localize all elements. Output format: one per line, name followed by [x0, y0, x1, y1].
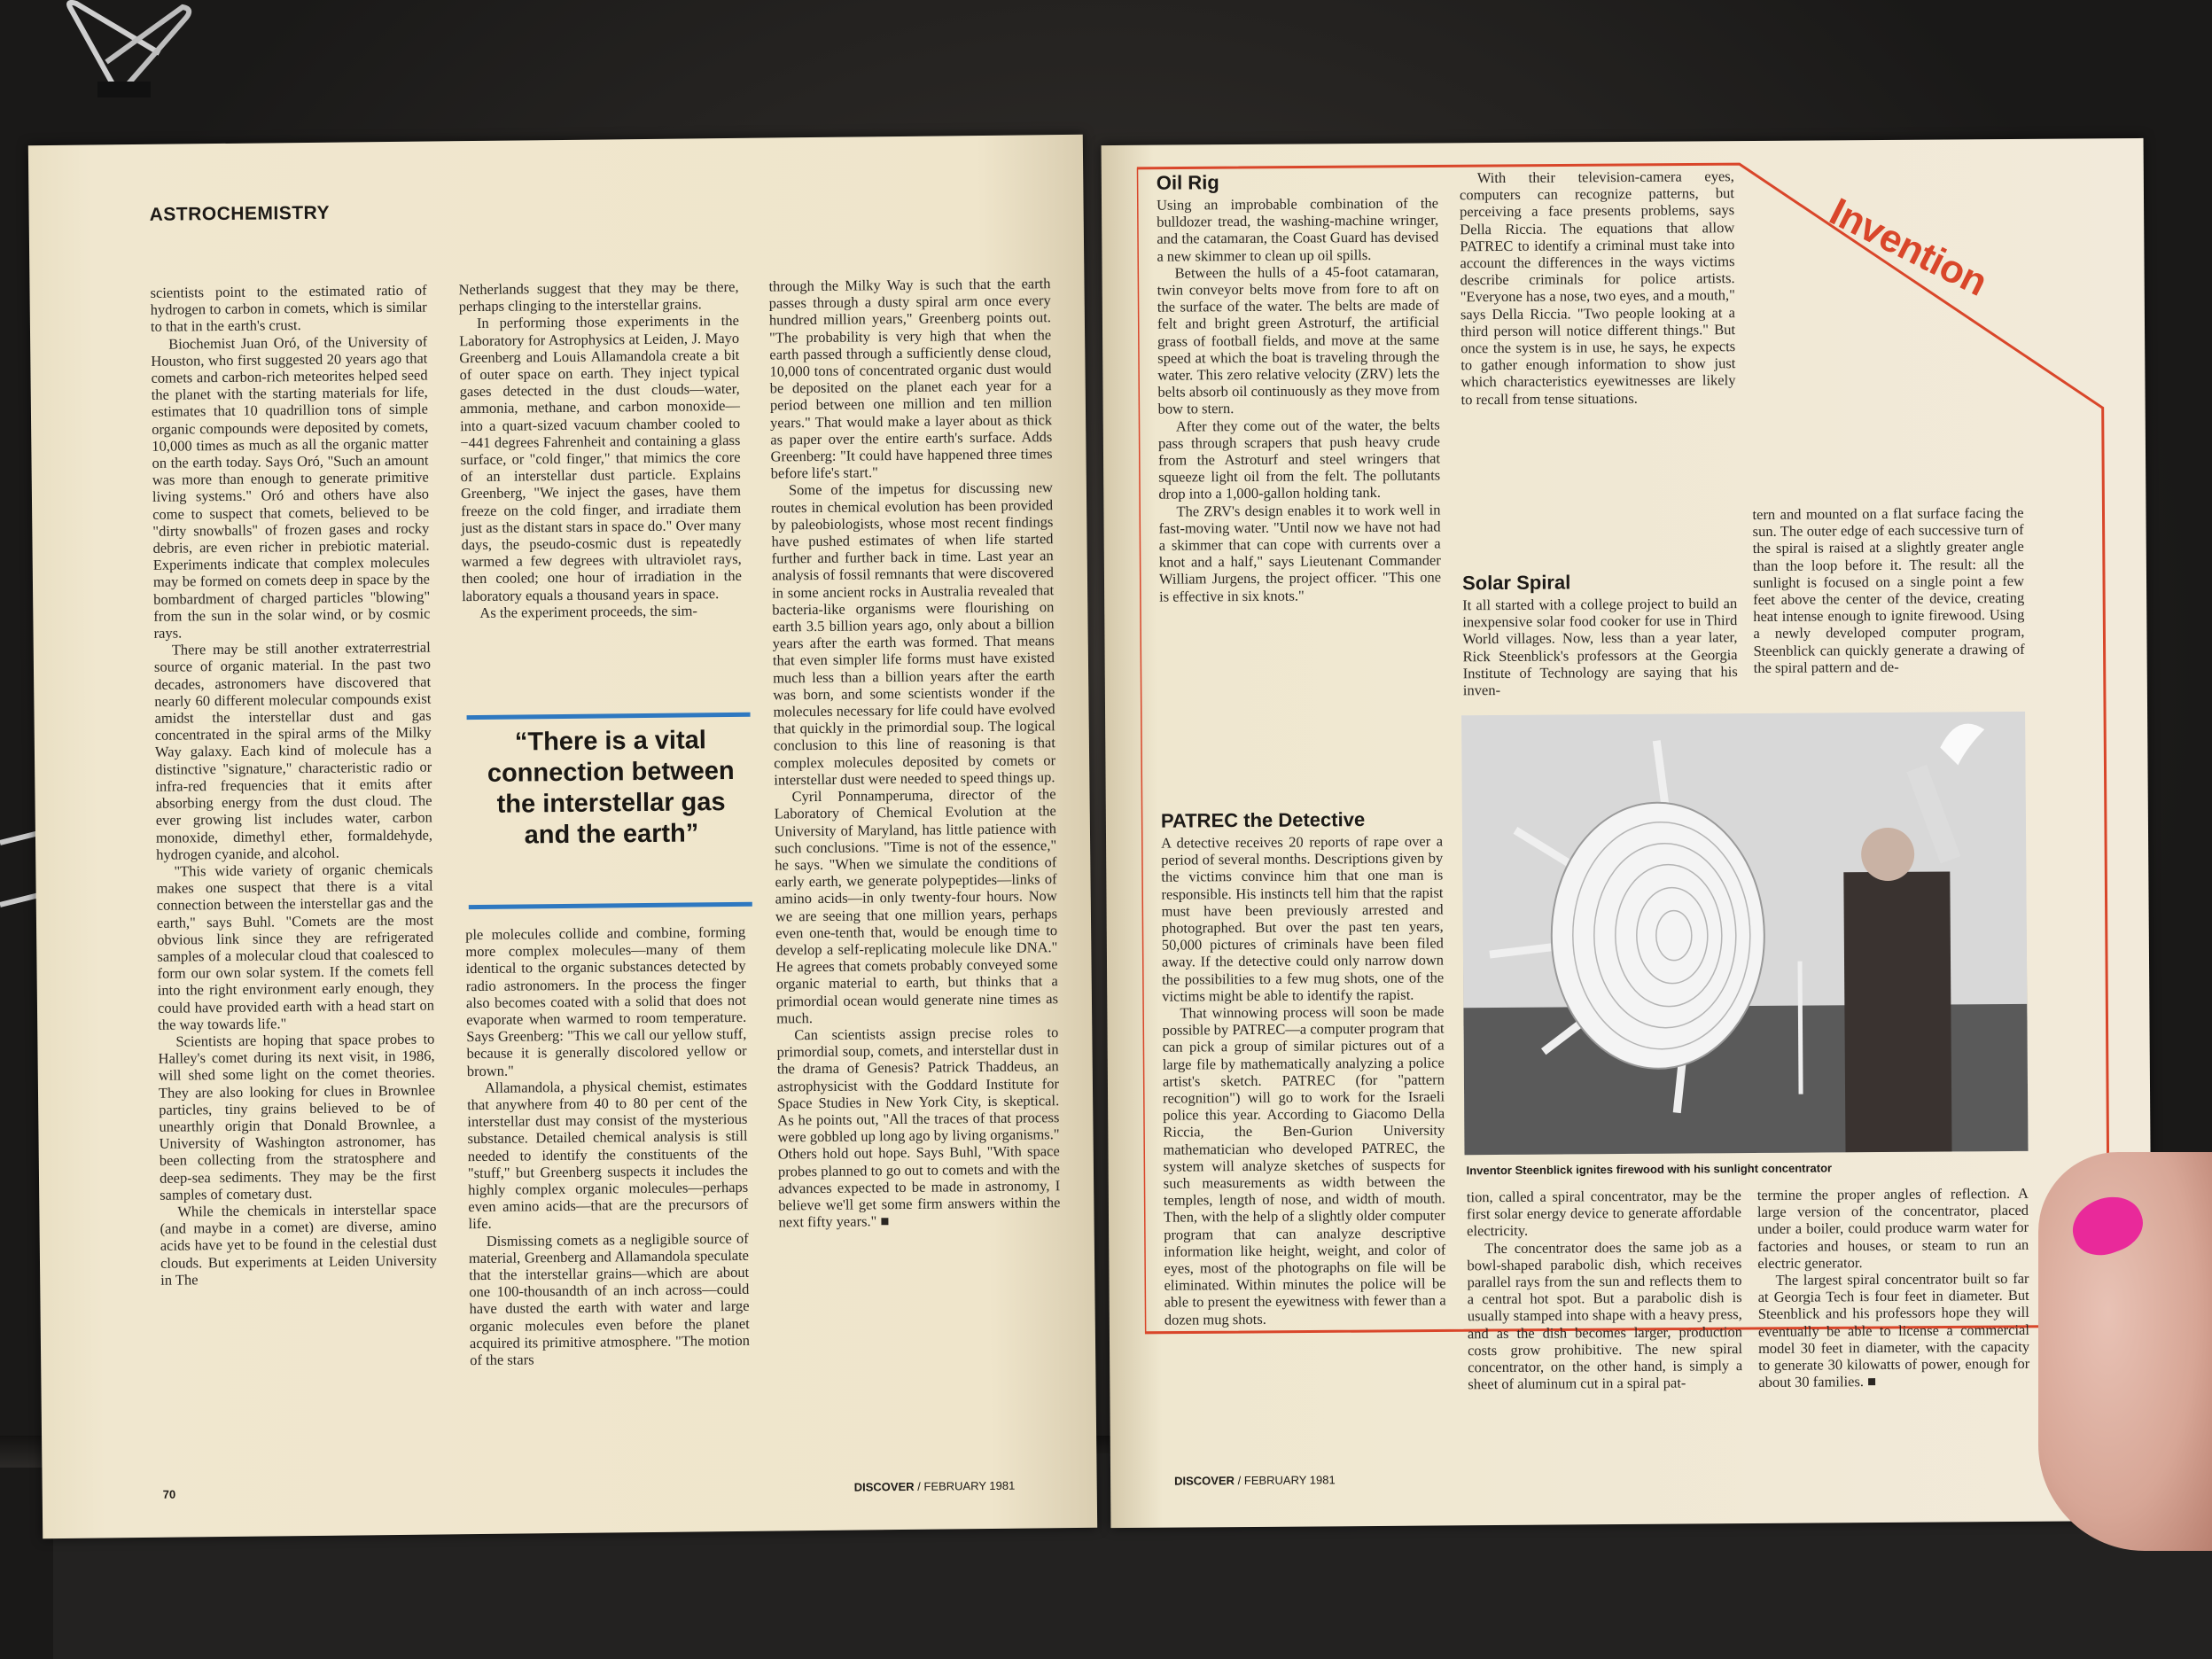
article-column-1 — [150, 282, 437, 1289]
patrec-continued — [1460, 167, 1736, 408]
oil-rig-heading: Oil Rig — [1156, 171, 1219, 194]
solar-spiral-heading: Solar Spiral — [1461, 571, 1571, 595]
paragraph: It all started with a college project to build an inexpensive solar food cooker for use in Third World villages. Now, less than a year later, Rick Steenblick's professors at the Georgia Institute of Technology are saying that his inven- — [1462, 595, 1738, 699]
pullquote-rule-bottom — [469, 902, 752, 909]
paragraph: The concentrator does the same job as a bowl-shaped parabolic dish, which receives parallel rays from the sun and reflects them to a central hot spot. But a parabolic dish is usually stamped into shape with a heavy press, and as the dish becomes larger, production costs grow prohibitive. The new spiral concentrator, on the other hand, is simply a sheet of aluminum cut in a spiral pat- — [1467, 1237, 1743, 1393]
pullquote-rule-top — [467, 713, 751, 720]
solar-spiral-text — [1462, 595, 1738, 698]
paragraph: As the experiment proceeds, the sim- — [479, 602, 698, 621]
paragraph: Can scientists assign precise roles to primordial soup, comets, and interstellar dust in the drama of Genesis? Patrick Thaddeus, an astrophysicist with the Goddard Institute for Space Studies in New York City, is skeptical. As he points out, "All the traces of that process were gobbled up long ago by living organisms." Others hold out hope. Says Buhl, "With space probes planned to go out to comets and with the advances expected to be made in astronomy, I believe we'll get some firm answers within the next fifty years." ■ — [776, 1024, 1061, 1231]
section-kicker: Invention — [1822, 190, 1994, 305]
folio-line — [1174, 1473, 1336, 1487]
magazine-name: DISCOVER — [1174, 1474, 1235, 1488]
paragraph: termine the proper angles of reflection. A large version of the concentrator, placed under a boiler, could produce warm water for factories and houses, or steam to run an electric generator. — [1756, 1184, 2029, 1272]
patrec-text — [1161, 832, 1446, 1328]
left-page — [28, 135, 1097, 1538]
paragraph: There may be still another extraterrestrial source of organic material. In the past two decades, astronomers have discovered that nearly 60 different molecular compounds exist amidst the interstellar dust and gas concentrated in the spiral arms of the Milky Way galaxy. Each kind of molecule has a distinctive "signature," characteristic radio or infra-red frequencies that it emits after absorbing energy from the dust cloud. The ever growing list includes water, carbon monoxide, dimethyl ether, formaldehyde, hydrogen cyanide, and alcohol. — [153, 638, 433, 863]
paragraph: In performing those experiments in the Laboratory for Astrophysics at Leiden, J. Mayo Greenberg and Louis Allamandola create a bit of outer space on earth. They inject typical gases detected in the dust clouds—water, ammonia, methane, and carbon monoxide—into a quart-sized vacuum chamber cooled to −441 degrees Fahrenheit and containing a glass surface, or "cold finger," that mimics the core of an interstellar dust particle. Explains Greenberg, "We inject the gases, have them freeze on the cold finger, and irradiate them just as the distant stars in space do." Over many days, the pseudo-cosmic dust is repeatedly warmed a few degrees with ultraviolet rays, then cooled; one hour of irradiation in the laboratory equals a thousand years in space. — [459, 312, 743, 604]
article-column-3 — [768, 275, 1060, 1231]
paragraph: Cyril Ponnamperuma, director of the Laboratory of Chemical Evolution at the University of Maryland, has little patience with such conclusions. "Time is not of the essence," he says. "When we simulate the conditions of early earth, we generate polypeptides—links of amino acids—in only twenty-four hours. Now we are seeing that one million years, perhaps even one-tenth that, would be enough time to develop a self-replicating molecule like DNA." He agrees that comets probably conveyed some organic material to earth, but thinks that a primordial ocean would generate nine times as much. — [774, 785, 1059, 1027]
magazine-name: DISCOVER — [853, 1479, 915, 1494]
paragraph: "This wide variety of organic chemicals makes one suspect that there is a vital connection between the interstellar gas and the earth," says Buhl. "Comets are the most obvious link since they are refrigerated samples of a molecular cloud that coalesced to form our own solar system. If the comets fell into the right environment early enough, they could have provided earth with a head start on the way towards life." — [156, 860, 435, 1033]
solar-spiral-column-3-bottom — [1757, 1185, 2030, 1391]
solar-concentrator-photo — [1461, 712, 2028, 1155]
paragraph: While the chemicals in interstellar space (and maybe in a comet) are diverse, amino acids have yet to be found in the celestial dust clouds. But experiments at Leiden University in The — [160, 1200, 438, 1289]
paragraph: Some of the impetus for discussing new routes in chemical evolution has been provided by paleobiologists, whose most recent findings have pushed estimates of when life started further and further back in time. Last year an analysis of fossil remnants that were discovered in some ancient rocks in Australia revealed that bacteria-like organisms were flourishing on earth 3.5 billion years ago, only about a billion years after the earth was formed. That means that even simpler life forms must have existed much less than a billion years after the earth was born, and some scientists wonder if the molecules necessary for life could have evolved that quickly in the primordial soup. The logical conclusion to this line of reasoning is that complex molecules deposited by comets or interstellar dust were needed to speed things up. — [771, 479, 1056, 789]
paragraph: ple molecules collide and combine, forming more complex molecules—many of them identical to the organic substances detected by radio astronomers. In the process the finger also becomes coated with a solid that does not evaporate when warmed to room temperature. Says Greenberg: "This we call our yellow stuff, because it is generally discolored yellow or brown." — [465, 923, 747, 1079]
issue-date: / FEBRUARY 1981 — [917, 1478, 1016, 1493]
pullquote: “There is a vital connection between the interstellar gas and the earth” — [487, 726, 735, 850]
paragraph: Biochemist Juan Oró, of the University of Houston, who first suggested 20 years ago that comets and carbon-rich meteorites helped seed the planet with the starting materials for life, estimates that 10 quadrillion tons of simple organic compounds were deposited by comets, 10,000 times as much as all the organic matter on the earth today. Says Oró, "Such an amount was more than enough to generate primitive living systems." Oró and others have also come to suspect that comets, believed to be "dirty snowballs" of frozen gases and rocky debris, are even richer in prebiotic material. Experiments indicate that complex molecules may be formed on comets deep in space by the bombardment of charged particles "blowing" from the sun in the solar wind, or by cosmic rays. — [151, 332, 431, 642]
patrec-heading: PATREC the Detective — [1160, 808, 1366, 832]
article-column-2 — [458, 278, 742, 621]
paragraph: through the Milky Way is such that the earth passes through a dusty spiral arm once every hundred million years," Greenberg points out. "The probability is very high that when the earth passed through a sufficiently dense cloud, 10,000 tons of concentrated organic dust would be deposited on the planet each year for a period between one million and ten million years." That would make a layer about as thick as paper over the entire earth's surface. Adds Greenberg: "It could have happened three times before life's start." — [768, 275, 1053, 482]
paragraph: That winnowing process will soon be made possible by PATREC—a computer program that can pick a group of similar pictures out of a large file by mathematically analyzing a police artist's sketch. PATREC (for "pattern recognition") will go to work for the Israeli police this year. According to Giacomo Della Riccia, the Ben-Gurion University mathematician who developed PATREC, the system will analyze sketches of suspects for such measurements as width between the temples, length of nose, and width of mouth. Then, with the help of a slightly older computer program that can analyze descriptive information like height, weight, and color of eyes, most of the photographs on file will be eliminated. Within minutes the police will be able to present the eyewitness with fewer than a dozen mug shots. — [1162, 1002, 1446, 1328]
paragraph: Using an improbable combination of the bulldozer tread, the washing-machine wringer, and the catamaran, the Coast Guard has devised a new skimmer to clean up oil spills. — [1156, 194, 1439, 265]
issue-date: / FEBRUARY 1981 — [1237, 1473, 1336, 1488]
paragraph: tion, called a spiral concentrator, may be the first solar energy device to generate affordable electricity. — [1466, 1187, 1742, 1240]
paragraph: Scientists are hoping that space probes to Halley's comet during its next visit, in 1986, will shed some light on the comet theories. They are also looking for clues in Brownlee particles, tiny grains believed to be of unearthly origin that Donald Brownlee, a University of Washington astronomer, has been collecting from the stratosphere and deep-sea sediments. They may be the first samples of cometary dust. — [158, 1030, 437, 1203]
paragraph: The largest spiral concentrator built so far at Georgia Tech is four feet in diameter. But Steenblick and his professors hope they will eventually be able to license a commercial model 30 feet in diameter, with the capacity to generate 30 kilowatts of power, enough for about 30 families. ■ — [1757, 1269, 2030, 1391]
right-page — [1102, 138, 2154, 1528]
paragraph: Netherlands suggest that they may be there, perhaps clinging to the interstellar grains. — [458, 277, 739, 315]
section-label: ASTROCHEMISTRY — [149, 202, 331, 225]
binder-clip-icon — [53, 0, 195, 97]
paragraph: A detective receives 20 reports of rape over a period of several months. Descriptions given by the victims convince him that one man is responsible. His instincts tell him that the rapist must have been previously arrested and photographed. But over the past ten years, 50,000 pictures of criminals have been filed away. If the detective could only narrow down the possibilities to a few mug shots, one of the victims might be able to identify the rapist. — [1160, 832, 1445, 1005]
oil-rig-text — [1157, 194, 1441, 604]
solar-spiral-column-3 — [1752, 504, 2024, 676]
paragraph: The ZRV's design enables it to work well in fast-moving water. "Until now we have not had a skimmer that can cope with currents over a knot and a half," says Lieutenant Commander William Jurgens, the project officer. "This one is effective in six knots." — [1158, 501, 1442, 605]
paragraph: After they come out of the water, the belts pass through scrapers that push heavy crude from the Astroturf and steel wringers that squeeze light oil from the felt. The pollutants drop into a 1,000-gallon holding tank. — [1157, 416, 1441, 503]
paragraph: tern and mounted on a flat surface facing the sun. The outer edge of each successive turn of the spiral is raised at a slightly greater angle than the loop before it. The result: all the sunlight is focused on a single point a few feet above the center of the device, creating heat intense enough to ignite firewood. Using a newly developed computer program, Steenblick can quickly generate a drawing of the spiral pattern and de- — [1752, 503, 2025, 676]
paragraph: scientists point to the estimated ratio of hydrogen to carbon in comets, which is similar to that in the earth's crust. — [150, 281, 427, 336]
photo-caption: Inventor Steenblick ignites firewood with his sunlight concentrator — [1466, 1161, 1833, 1178]
paragraph: With their television-camera eyes, computers can recognize patterns, but perceiving a face presents problems, says Della Riccia. The equations that allow PATREC to identify a criminal must take into account the differences in the ways victims describe criminals for police artists. "Everyone has a nose, two eyes, and a mouth," says Della Riccia. "Two people looking at a third person will notice different things." But once the system is in use, he says, he expects to gather enough information to show just which characteristics eyewitnesses are likely to recall from tense situations. — [1459, 167, 1736, 408]
folio-line — [854, 1479, 1016, 1494]
paragraph: Dismissing comets as a negligible source of material, Greenberg and Allamandola speculate that the interstellar grains—which are about one 100-thousandth of an inch across—could have dusted the earth with water and large organic molecules even before the planet acquired its primitive atmosphere. "The motion of the stars — [468, 1229, 751, 1369]
page-number: 70 — [162, 1487, 176, 1501]
paragraph: Allamandola, a physical chemist, estimates that anywhere from 40 to 80 per cent of the interstellar dust may consist of the mysterious substance. Detailed chemical analysis is still needed to identify the constituents of the "stuff," but Greenberg suspects it includes the highly complex organic molecules—perhaps even amino acids—that are the precursors of life. — [467, 1076, 749, 1233]
solar-spiral-continued — [1467, 1187, 1743, 1393]
article-column-2-continued — [465, 923, 750, 1369]
paragraph: Between the hulls of a 45-foot catamaran, twin conveyor belts move from fore to aft on the surface of the water. The belts are made of felt and bright green Astroturf, the artificial grass of football fields, and move at the same speed at which the boat is traveling through the water. This zero relative velocity (ZRV) lets the belts absorb oil continuously as they move from bow to stern. — [1157, 262, 1440, 418]
